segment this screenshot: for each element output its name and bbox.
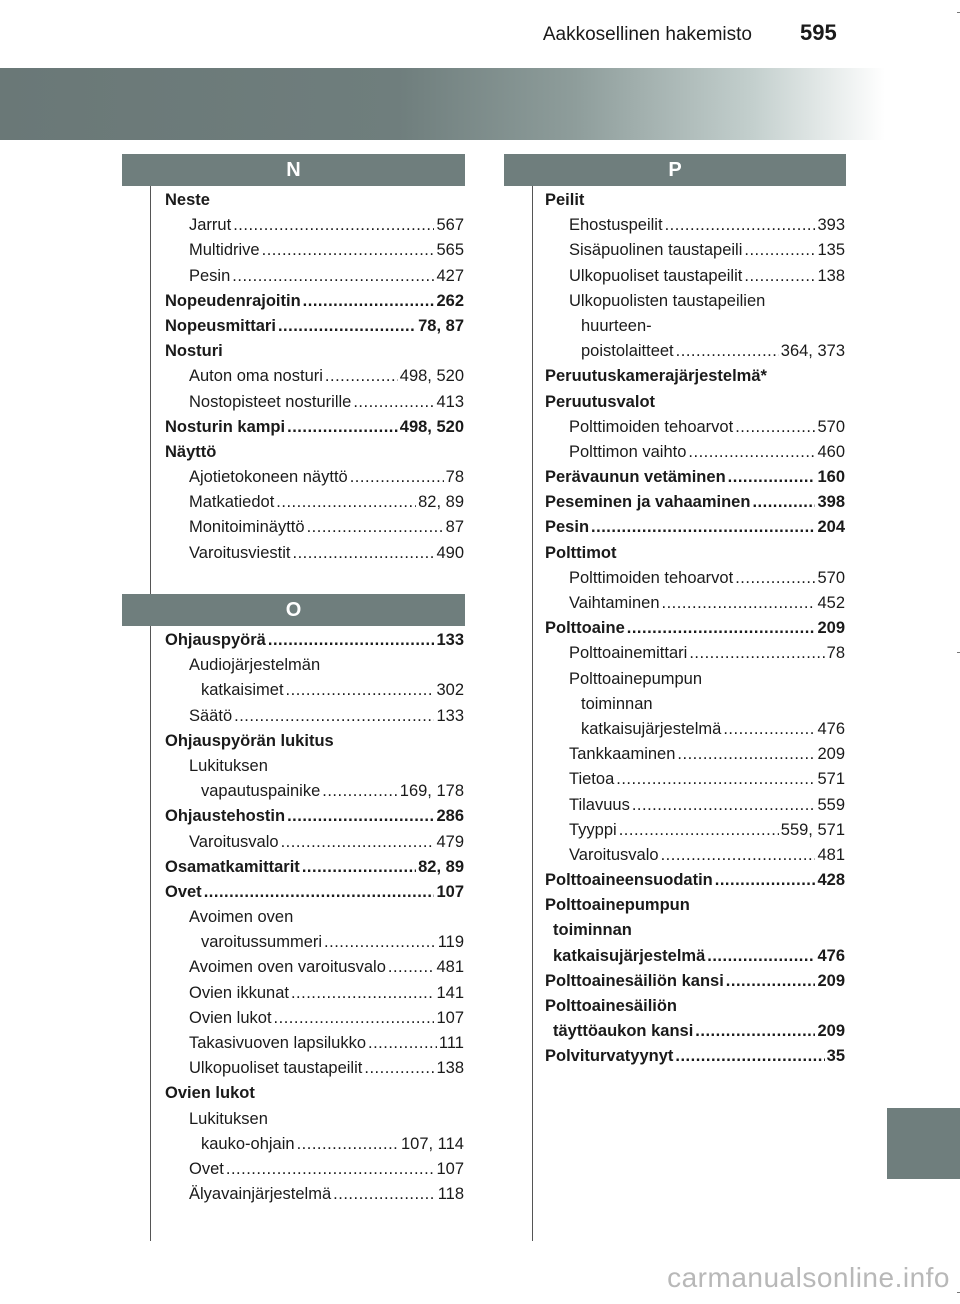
- index-list-n: [165, 188, 464, 566]
- index-entry: [545, 641, 845, 666]
- index-term: Lukituksen: [189, 1109, 268, 1128]
- index-entry: [545, 289, 845, 314]
- index-term: toiminnan: [553, 921, 632, 940]
- index-term: Ehostuspeilit: [569, 216, 663, 235]
- dot-leader: [234, 704, 434, 729]
- dot-leader: [661, 843, 816, 868]
- dot-leader: [735, 415, 815, 440]
- index-term: Polttoaine: [545, 619, 625, 638]
- index-entry: [165, 213, 464, 238]
- column-divider: [532, 186, 533, 1241]
- index-entry: [545, 944, 845, 969]
- index-term: Tilavuus: [569, 795, 630, 814]
- index-page-ref: 87: [445, 518, 464, 537]
- dot-leader: [723, 717, 815, 742]
- index-term: täyttöaukon kansi: [553, 1022, 694, 1041]
- index-term: varoitussummeri: [201, 933, 323, 952]
- index-entry: [545, 843, 845, 868]
- dot-leader: [287, 415, 398, 440]
- dot-leader: [226, 1157, 435, 1182]
- index-entry: [545, 390, 845, 415]
- dot-leader: [276, 490, 416, 515]
- index-term: Älyavainjärjestelmä: [189, 1185, 332, 1204]
- header-banner: [0, 68, 885, 140]
- index-entry: [165, 238, 464, 263]
- index-term: Pesin: [545, 518, 590, 537]
- dot-leader: [324, 930, 436, 955]
- index-page-ref: 570: [817, 417, 845, 436]
- index-page-ref: 209: [817, 971, 845, 990]
- index-term: Polttoainemittari: [569, 644, 688, 663]
- index-page-ref: 565: [436, 241, 464, 260]
- dot-leader: [325, 364, 398, 389]
- index-entry: [545, 667, 845, 692]
- index-page-ref: 118: [437, 1185, 464, 1204]
- dot-leader: [726, 969, 816, 994]
- index-page-ref: 82, 89: [418, 857, 464, 876]
- index-term: Säätö: [189, 706, 233, 725]
- index-term: Näyttö: [165, 442, 217, 461]
- index-entry: [545, 490, 845, 515]
- index-entry: [165, 955, 464, 980]
- dot-leader: [333, 1182, 436, 1207]
- dot-leader: [388, 955, 435, 980]
- index-term: Avoimen oven varoitusvalo: [189, 958, 386, 977]
- index-entry: [165, 779, 464, 804]
- index-entry: [545, 566, 845, 591]
- index-page-ref: 452: [817, 594, 845, 612]
- index-term: Nopeudenrajoitin: [165, 291, 301, 310]
- index-term: Polviturvatyynyt: [545, 1047, 674, 1066]
- index-term: huurteen-: [581, 316, 652, 335]
- index-page-ref: 119: [437, 933, 464, 952]
- index-page-ref: 107: [436, 882, 464, 901]
- index-entry: [165, 1107, 464, 1132]
- dot-leader: [292, 541, 434, 566]
- index-term: Varoitusvalo: [569, 845, 659, 864]
- index-term: Varoitusvalo: [189, 832, 279, 851]
- index-entry: [165, 1182, 464, 1207]
- index-page-ref: 302: [436, 681, 464, 700]
- index-term: Polttimot: [545, 543, 617, 562]
- index-entry: [545, 717, 845, 742]
- index-term: Multidrive: [189, 241, 260, 260]
- index-term: Tietoa: [569, 770, 615, 789]
- index-list-o: [165, 628, 464, 1207]
- index-term: Tyyppi: [569, 820, 617, 839]
- dot-leader: [368, 1031, 437, 1056]
- dot-leader: [744, 238, 815, 263]
- index-term: katkaisimet: [201, 681, 284, 700]
- index-term: Ovet: [189, 1159, 224, 1178]
- index-term: Ulkopuolisten taustapeilien: [569, 291, 766, 310]
- dot-leader: [302, 855, 416, 880]
- index-term: Audiojärjestelmän: [189, 656, 321, 675]
- index-entry: [545, 818, 845, 843]
- index-entry: [165, 704, 464, 729]
- index-term: Ovien ikkunat: [189, 983, 289, 1002]
- column-divider: [150, 186, 151, 594]
- index-entry: [165, 364, 464, 389]
- index-entry: [545, 188, 845, 213]
- index-entry: [165, 1031, 464, 1056]
- index-entry: [165, 465, 464, 490]
- index-term: Ovet: [165, 882, 202, 901]
- index-term: Peilit: [545, 191, 585, 209]
- index-term: Nostopisteet nosturille: [189, 392, 352, 411]
- index-term: Polttoainepumpun: [545, 896, 690, 915]
- index-entry: [165, 830, 464, 855]
- index-term: Sisäpuolinen taustapeili: [569, 241, 743, 260]
- index-entry: [165, 440, 464, 465]
- index-page-ref: 481: [817, 845, 845, 864]
- index-term: Lukituksen: [189, 756, 268, 775]
- index-page-ref: 498, 520: [399, 367, 464, 386]
- index-entry: [545, 692, 845, 717]
- index-entry: [545, 616, 845, 641]
- index-page-ref: 78, 87: [418, 316, 464, 335]
- index-term: Perävaunun vetäminen: [545, 468, 726, 487]
- index-entry: [165, 289, 464, 314]
- dot-leader: [665, 213, 816, 238]
- index-page-ref: 78: [445, 468, 464, 487]
- index-term: Ajotietokoneen näyttö: [189, 468, 348, 487]
- index-entry: [545, 465, 845, 490]
- index-page-ref: 107: [436, 1008, 464, 1027]
- dot-leader: [353, 390, 434, 415]
- index-entry: [545, 893, 845, 918]
- index-term: toiminnan: [581, 694, 653, 713]
- index-entry: [545, 364, 845, 389]
- dot-leader: [287, 804, 434, 829]
- index-page-ref: 479: [436, 832, 464, 851]
- index-entry: [545, 918, 845, 943]
- dot-leader: [627, 616, 816, 641]
- index-page-ref: 78: [826, 644, 845, 663]
- index-page-ref: 35: [826, 1047, 845, 1066]
- dot-leader: [715, 868, 816, 893]
- index-entry: [165, 981, 464, 1006]
- index-page-ref: 133: [436, 631, 464, 649]
- index-entry: [545, 1044, 845, 1069]
- dot-leader: [204, 880, 435, 905]
- index-entry: [545, 264, 845, 289]
- index-page-ref: 413: [436, 392, 464, 411]
- index-term: Polttoainepumpun: [569, 669, 703, 688]
- index-entry: [545, 213, 845, 238]
- index-term: Peruutuskamerajärjestelmä*: [545, 367, 767, 386]
- index-term: Vaihtaminen: [569, 594, 660, 612]
- index-page-ref: 262: [436, 291, 464, 310]
- index-entry: [165, 804, 464, 829]
- dot-leader: [728, 465, 816, 490]
- index-list-p: [545, 188, 845, 1070]
- dot-leader: [619, 818, 779, 843]
- index-entry: [545, 339, 845, 364]
- dot-leader: [307, 515, 444, 540]
- index-term: Polttimoiden tehoarvot: [569, 568, 734, 587]
- dot-leader: [695, 1019, 815, 1044]
- index-term: Nosturin kampi: [165, 417, 286, 436]
- dot-leader: [286, 678, 435, 703]
- index-page-ref: 111: [438, 1034, 464, 1052]
- index-page-ref: 364, 373: [780, 342, 845, 361]
- index-page-ref: 169, 178: [399, 782, 464, 801]
- index-term: Monitoiminäyttö: [189, 518, 305, 537]
- index-page-ref: 204: [817, 518, 845, 537]
- index-entry: [165, 314, 464, 339]
- index-entry: [165, 1006, 464, 1031]
- dot-leader: [752, 490, 815, 515]
- index-term: Avoimen oven: [189, 908, 294, 927]
- index-term: Peruutusvalot: [545, 392, 656, 411]
- dot-leader: [689, 641, 824, 666]
- index-entry: [165, 880, 464, 905]
- index-entry: [545, 591, 845, 616]
- index-page-ref: 209: [817, 1022, 845, 1041]
- dot-leader: [274, 1006, 435, 1031]
- index-page-ref: 209: [817, 745, 845, 764]
- index-entry: [545, 440, 845, 465]
- dot-leader: [616, 767, 815, 792]
- dot-leader: [262, 238, 435, 263]
- index-page-ref: 559, 571: [780, 820, 845, 839]
- index-entry: [545, 515, 845, 540]
- index-page-ref: 476: [817, 946, 845, 965]
- index-page-ref: 138: [436, 1059, 464, 1078]
- page-header-title: Aakkosellinen hakemisto: [542, 24, 752, 45]
- index-page-ref: 428: [817, 871, 845, 890]
- index-page-ref: 135: [817, 241, 845, 260]
- index-entry: [165, 905, 464, 930]
- section-header-n: N: [122, 154, 465, 186]
- dot-leader: [278, 314, 416, 339]
- index-entry: [545, 742, 845, 767]
- index-term: Peseminen ja vahaaminen: [545, 493, 751, 512]
- index-term: Polttoainesäiliön: [545, 997, 678, 1015]
- index-page-ref: 567: [436, 216, 464, 235]
- dot-leader: [688, 440, 815, 465]
- index-term: poistolaitteet: [581, 342, 674, 361]
- index-term: Ohjaustehostin: [165, 807, 286, 826]
- index-page-ref: 393: [817, 216, 845, 235]
- dot-leader: [744, 264, 815, 289]
- index-entry: [545, 969, 845, 994]
- index-term: Takasivuoven lapsilukko: [189, 1034, 367, 1052]
- index-entry: [165, 390, 464, 415]
- index-term: Neste: [165, 191, 210, 209]
- index-page-ref: 209: [817, 619, 845, 638]
- index-entry: [545, 541, 845, 566]
- index-entry: [165, 678, 464, 703]
- index-term: Ovien lukot: [165, 1084, 255, 1103]
- index-entry: [165, 490, 464, 515]
- index-entry: [165, 1132, 464, 1157]
- dot-leader: [676, 339, 779, 364]
- index-page-ref: 286: [436, 807, 464, 826]
- dot-leader: [632, 793, 816, 818]
- index-term: Ulkopuoliset taustapeilit: [569, 266, 743, 285]
- index-entry: [545, 793, 845, 818]
- index-term: katkaisujärjestelmä: [553, 946, 706, 965]
- index-entry: [545, 868, 845, 893]
- dot-leader: [364, 1056, 434, 1081]
- index-term: Nopeusmittari: [165, 316, 276, 335]
- page-number: 595: [800, 20, 837, 45]
- index-page-ref: 107, 114: [400, 1134, 464, 1153]
- index-entry: [545, 238, 845, 263]
- index-entry: [165, 729, 464, 754]
- index-page-ref: 427: [436, 266, 464, 285]
- index-entry: [165, 188, 464, 213]
- index-page-ref: 141: [436, 983, 464, 1002]
- index-entry: [165, 855, 464, 880]
- index-term: Auton oma nosturi: [189, 367, 323, 386]
- index-page-ref: 133: [436, 706, 464, 725]
- column-divider: [150, 626, 151, 1241]
- index-page-ref: 460: [817, 442, 845, 461]
- index-term: Polttoaineensuodatin: [545, 871, 713, 890]
- index-page-ref: 498, 520: [399, 417, 464, 436]
- index-page-ref: 570: [817, 568, 845, 587]
- index-entry: [165, 1056, 464, 1081]
- index-entry: [165, 339, 464, 364]
- index-entry: [545, 415, 845, 440]
- index-term: Nosturi: [165, 342, 223, 361]
- index-entry: [165, 1157, 464, 1182]
- index-term: Ulkopuoliset taustapeilit: [189, 1059, 363, 1078]
- dot-leader: [591, 515, 815, 540]
- dot-leader: [303, 289, 435, 314]
- dot-leader: [268, 628, 435, 653]
- index-term: Polttimon vaihto: [569, 442, 687, 461]
- dot-leader: [291, 981, 435, 1006]
- index-entry: [165, 1081, 464, 1106]
- index-term: Tankkaaminen: [569, 745, 676, 764]
- index-page-ref: 138: [817, 266, 845, 285]
- index-term: Jarrut: [189, 216, 232, 235]
- dot-leader: [677, 742, 815, 767]
- index-entry: [165, 515, 464, 540]
- index-term: Ohjauspyörä: [165, 631, 266, 649]
- dot-leader: [322, 779, 398, 804]
- index-entry: [545, 994, 845, 1019]
- index-term: kauko-ohjain: [201, 1134, 295, 1153]
- index-term: Ovien lukot: [189, 1008, 272, 1027]
- index-page-ref: 107: [436, 1159, 464, 1178]
- index-term: Ohjauspyörän lukitus: [165, 731, 334, 750]
- index-term: Polttimoiden tehoarvot: [569, 417, 734, 436]
- index-term: Varoitusviestit: [189, 543, 291, 562]
- index-term: Polttoainesäiliön kansi: [545, 971, 724, 990]
- watermark: carmanualsonline.info: [667, 1262, 950, 1293]
- dot-leader: [350, 465, 444, 490]
- index-term: katkaisujärjestelmä: [581, 719, 722, 738]
- index-entry: [165, 415, 464, 440]
- index-entry: [545, 767, 845, 792]
- index-entry: [545, 1019, 845, 1044]
- section-header-p: P: [504, 154, 846, 186]
- index-page-ref: 398: [817, 493, 845, 512]
- index-page-ref: 571: [817, 770, 845, 789]
- dot-leader: [735, 566, 815, 591]
- index-entry: [165, 541, 464, 566]
- index-term: Matkatiedot: [189, 493, 275, 512]
- chapter-side-tab: [887, 1108, 960, 1179]
- index-page-ref: 82, 89: [418, 493, 464, 512]
- index-term: vapautuspainike: [201, 782, 321, 801]
- index-entry: [165, 264, 464, 289]
- dot-leader: [662, 591, 816, 616]
- dot-leader: [281, 830, 435, 855]
- index-page-ref: 490: [436, 543, 464, 562]
- index-page-ref: 559: [817, 795, 845, 814]
- index-term: Pesin: [189, 266, 231, 285]
- index-entry: [165, 754, 464, 779]
- index-entry: [545, 314, 845, 339]
- dot-leader: [232, 264, 434, 289]
- section-header-o: O: [122, 594, 465, 626]
- index-entry: [165, 653, 464, 678]
- index-entry: [165, 930, 464, 955]
- dot-leader: [297, 1132, 399, 1157]
- dot-leader: [707, 944, 815, 969]
- index-page-ref: 476: [817, 719, 845, 738]
- dot-leader: [233, 213, 434, 238]
- dot-leader: [675, 1044, 824, 1069]
- index-page-ref: 481: [436, 958, 464, 977]
- index-page-ref: 160: [817, 468, 845, 487]
- index-entry: [165, 628, 464, 653]
- index-term: Osamatkamittarit: [165, 857, 300, 876]
